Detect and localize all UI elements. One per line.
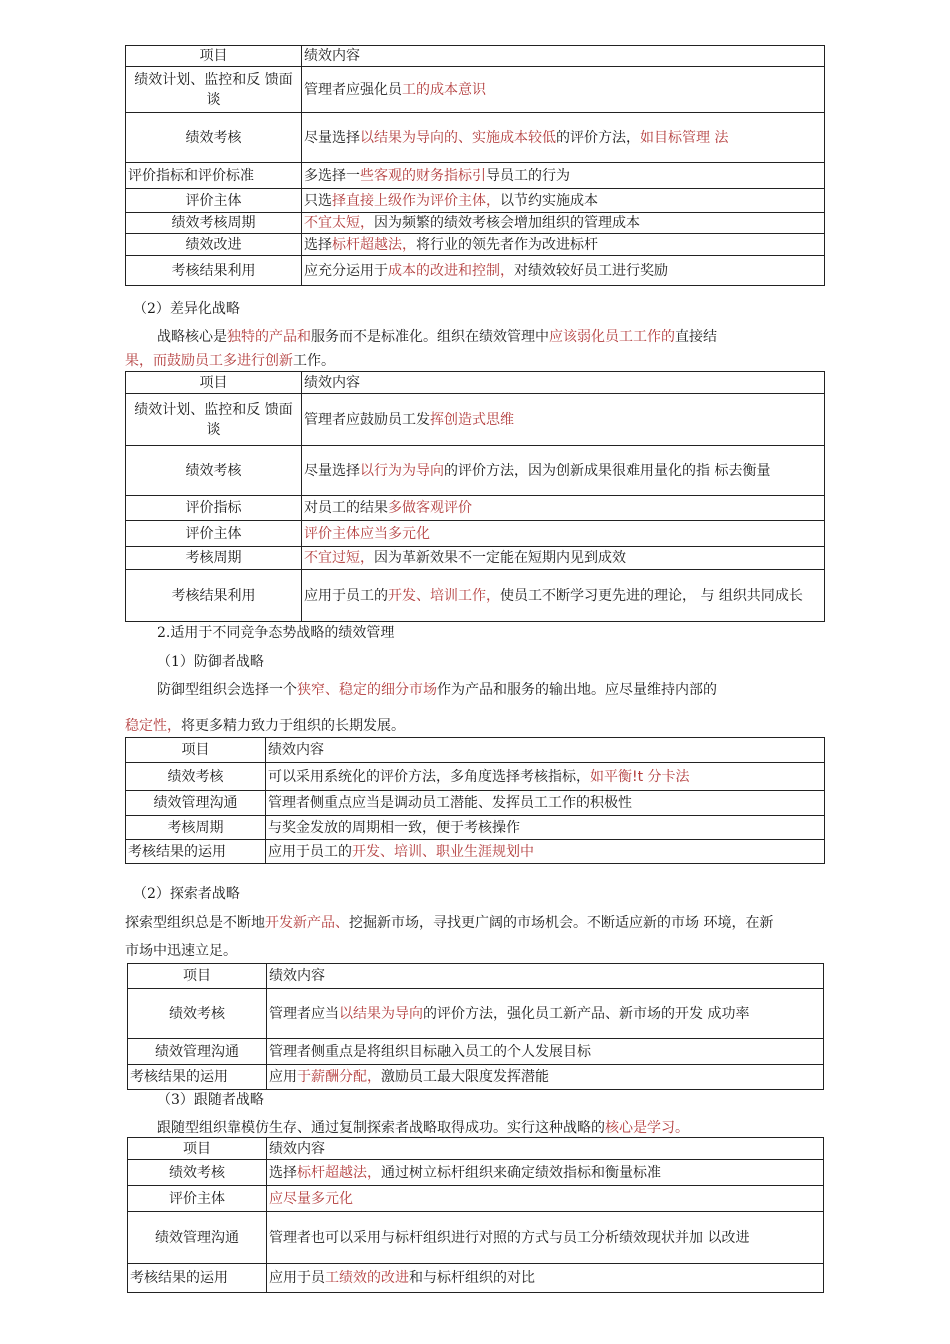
heading-defender: （1）防御者战略 [157,654,264,670]
row-content [302,570,825,622]
text-run: 的评价方法，因为创新成果很难用量化的指 标去衡量 [444,462,771,479]
row-content [266,816,825,840]
highlight-text: 多做客观评价 [388,500,472,516]
row-item-label: 评价指标 [126,496,302,521]
defender-strategy-table [125,737,825,864]
text-run: 应用于员 [269,1270,325,1286]
table-row [126,189,825,213]
row-content [302,163,825,189]
highlight-text: 不宜太短， [304,215,374,231]
row-item-label: 绩效考核 [128,989,267,1039]
table-body [128,1138,824,1293]
table-row [126,113,825,163]
text-run: 防御型组织会选择一个 [157,682,297,698]
row-content [267,989,824,1039]
text-run: 以节约实施成本 [500,192,598,209]
paragraph-prospector-2 [125,941,237,961]
table-body [126,372,825,622]
row-content [302,234,825,256]
highlight-text: 如目标管理 法 [640,129,729,146]
row-content [302,256,825,286]
text-run: 工作。 [293,353,335,369]
differentiation-strategy-table [125,371,825,622]
row-content [266,840,825,864]
text-run: 多选择一 [304,167,360,184]
table-header-row [128,1138,824,1160]
table-header-row [126,46,825,67]
row-item-label: 绩效管理沟通 [128,1212,267,1264]
highlight-text: 狭窄、稳定的细分市场 [297,682,437,698]
table-row [126,763,825,791]
paragraph-defender-1 [157,680,717,700]
row-content [266,791,825,816]
text-run: 管理者应鼓励员工发 [304,411,430,428]
text-run: 管理者也可以采用与标杆组织进行对照的方式与员工分析绩效现状并加 以改进 [269,1229,750,1246]
row-content [267,1065,824,1090]
text-run: 因为革新效果不一定能在短期内见到成效 [374,550,626,566]
text-run: 使员工不断学习更先进的理论， 与 组织共同成长 [500,587,803,604]
table-row [126,256,825,286]
highlight-text: 以行为为导向 [360,462,444,479]
highlight-text: 择直接上级作为评价主体， [332,192,500,209]
highlight-text: 于薪酬分配， [297,1069,381,1085]
text-run: 将更多精力致力于组织的长期发展。 [181,718,405,734]
table-body [126,46,825,286]
follower-strategy-table [127,1137,824,1293]
row-item-label: 绩效考核 [126,113,302,163]
table-row [126,816,825,840]
highlight-text: 鼓励员工多进行创新 [167,353,293,369]
table-header-row [126,372,825,394]
row-content [302,521,825,547]
text-run: 管理者应当 [269,1005,339,1022]
column-header-item: 项目 [128,1138,267,1160]
row-content [267,1186,824,1212]
text-run: 作为产品和服务的输出地。应尽量维持内部的 [437,682,717,698]
text-run: 选择 [269,1164,297,1181]
row-content [267,1160,824,1186]
row-item-label: 评价主体 [128,1186,267,1212]
row-item-label: 绩效管理沟通 [128,1039,267,1065]
text-run: 激励员工最大限度发挥潜能 [381,1069,549,1085]
row-item-label: 绩效考核周期 [126,213,302,234]
text-run: 管理者侧重点是将组织目标融入员工的个人发展目标 [269,1043,591,1060]
heading-follower: （3）跟随者战略 [157,1092,264,1108]
highlight-text: 工的成本意识 [402,81,486,98]
highlight-text: 标杆超越法， [297,1164,381,1181]
row-item-label: 考核结果的运用 [128,1065,267,1090]
highlight-text: 标杆超越法， [332,236,416,253]
text-run: 市场中迅速立足。 [125,943,237,959]
text-run: 跟随型组织靠模仿生存、通过复制探索者战略取得成功。实行这种战略的 [157,1120,605,1136]
row-item-label: 评价主体 [126,521,302,547]
row-content [267,1212,824,1264]
row-item-label: 评价主体 [126,189,302,213]
text-run: 通过树立标杆组织来确定绩效指标和衡量标准 [381,1164,661,1181]
row-item-label: 考核结果的运用 [128,1264,267,1293]
table-row [126,394,825,446]
paragraph-prospector-1 [125,913,773,933]
highlight-text: 应尽量多元化 [269,1190,353,1207]
row-content [302,394,825,446]
table-row [126,570,825,622]
row-item-label: 考核结果的运用 [126,840,266,864]
table-header-row [126,738,825,763]
highlight-text: 以结果为导向的、实施成本较低 [360,129,556,146]
row-content [266,763,825,791]
heading-differentiation: （2）差异化战略 [133,301,240,317]
text-run: 应充分运用于 [304,262,388,279]
text-run: 将行业的领先者作为改进标杆 [416,236,598,253]
row-content [302,547,825,570]
text-run: 应用于员工的 [268,843,352,860]
table-row [126,840,825,864]
table-row [126,547,825,570]
row-item-label: 考核结果利用 [126,256,302,286]
paragraph-follower [157,1118,689,1138]
row-item-label: 绩效考核 [128,1160,267,1186]
table-row [126,234,825,256]
column-header-content: 绩效内容 [267,964,824,989]
heading-prospector: （2）探索者战略 [133,886,240,902]
highlight-text: 工绩效的改进 [325,1270,409,1286]
row-item-label: 绩效考核 [126,763,266,791]
table-row [128,1039,824,1065]
column-header-content: 绩效内容 [267,1138,824,1160]
text-run: 的评价方法，强化员工新产品、新市场的开发 成功率 [423,1005,750,1022]
table-row [126,791,825,816]
row-content [302,67,825,113]
highlight-text: 开发新产品、 [265,915,349,931]
table-row [128,1186,824,1212]
text-run: 因为频繁的绩效考核会增加组织的管理成本 [374,215,640,231]
prospector-strategy-table [127,963,824,1090]
row-item-label: 绩效计划、监控和反 馈面谈 [126,394,302,446]
text-run: 只选 [304,192,332,209]
row-item-label: 评价指标和评价标准 [126,163,302,189]
row-content [267,1264,824,1293]
text-run: 挖掘新市场，寻找更广阔的市场机会。不断适应新的市场 环境，在新 [349,915,774,931]
text-run: 对绩效较好员工进行奖励 [514,262,668,279]
highlight-text: 开发、培训、职业生涯规划中 [352,843,534,860]
table-row [126,496,825,521]
row-item-label: 考核周期 [126,816,266,840]
highlight-text: 核心是学习。 [605,1120,689,1136]
highlight-text: 独特的产品和 [227,329,311,345]
table-row [128,1264,824,1293]
highlight-text: 稳定性， [125,718,181,734]
text-run: 应用于员工的 [304,587,388,604]
row-item-label: 绩效计划、监控和反 馈面谈 [126,67,302,113]
text-run: 管理者应强化员 [304,81,402,98]
text-run: 尽量选择 [304,462,360,479]
cost-strategy-table [125,45,825,286]
highlight-text: 应该弱化员工工作的 [549,329,675,345]
column-header-content: 绩效内容 [302,46,825,67]
highlight-text: 成本的改进和控制， [388,262,514,279]
row-item-label: 考核周期 [126,547,302,570]
text-run: 选择 [304,236,332,253]
text-run: 尽量选择 [304,129,360,146]
highlight-text: 如平衡!t 分卡法 [590,768,690,785]
table-row [128,1160,824,1186]
text-run: 服务而不是标准化。组织在绩效管理中 [311,329,549,345]
text-run: 可以采用系统化的评价方法，多角度选择考核指标， [268,768,590,785]
row-content [302,113,825,163]
column-header-item: 项目 [128,964,267,989]
table-row [128,1065,824,1090]
text-run: 战略核心是 [157,329,227,345]
table-row [128,1212,824,1264]
table-row [126,163,825,189]
column-header-item: 项目 [126,372,302,394]
highlight-text: 挥创造式思维 [430,411,514,428]
row-content [267,1039,824,1065]
row-item-label: 绩效改进 [126,234,302,256]
paragraph-differentiation-1 [157,327,717,347]
text-run: 探索型组织总是不断地 [125,915,265,931]
text-run: 应用 [269,1069,297,1085]
highlight-text: 评价主体应当多元化 [304,525,430,542]
table-body [128,964,824,1090]
text-run: 对员工的结果 [304,500,388,516]
column-header-content: 绩效内容 [302,372,825,394]
text-run: 和与标杆组织的对比 [409,1270,535,1286]
text-run: 导员工的行为 [486,167,570,184]
table-row [126,67,825,113]
table-row [128,989,824,1039]
text-run: 与奖金发放的周期相一致，便于考核操作 [268,819,520,836]
highlight-text: 果，而 [125,353,167,369]
paragraph-defender-2 [125,716,405,736]
paragraph-differentiation-2 [125,351,335,371]
row-content [302,446,825,496]
column-header-item: 项目 [126,46,302,67]
table-row [126,446,825,496]
column-header-content: 绩效内容 [266,738,825,763]
text-run: 的评价方法， [556,129,640,146]
highlight-text: 不宜过短， [304,550,374,566]
table-body [126,738,825,864]
row-content [302,213,825,234]
highlight-text: 些客观的财务指标引 [360,167,486,184]
row-content [302,496,825,521]
text-run: 直接结 [675,329,717,345]
table-row [126,521,825,547]
highlight-text: 以结果为导向 [339,1005,423,1022]
table-header-row [128,964,824,989]
heading-competitive-strategy: 2.适用于不同竞争态势战略的绩效管理 [157,625,395,641]
row-content [302,189,825,213]
row-item-label: 绩效管理沟通 [126,791,266,816]
column-header-item: 项目 [126,738,266,763]
table-row [126,213,825,234]
text-run: 管理者侧重点应当是调动员工潜能、发挥员工工作的积极性 [268,795,632,811]
highlight-text: 开发、培训工作， [388,587,500,604]
row-item-label: 绩效考核 [126,446,302,496]
row-item-label: 考核结果利用 [126,570,302,622]
